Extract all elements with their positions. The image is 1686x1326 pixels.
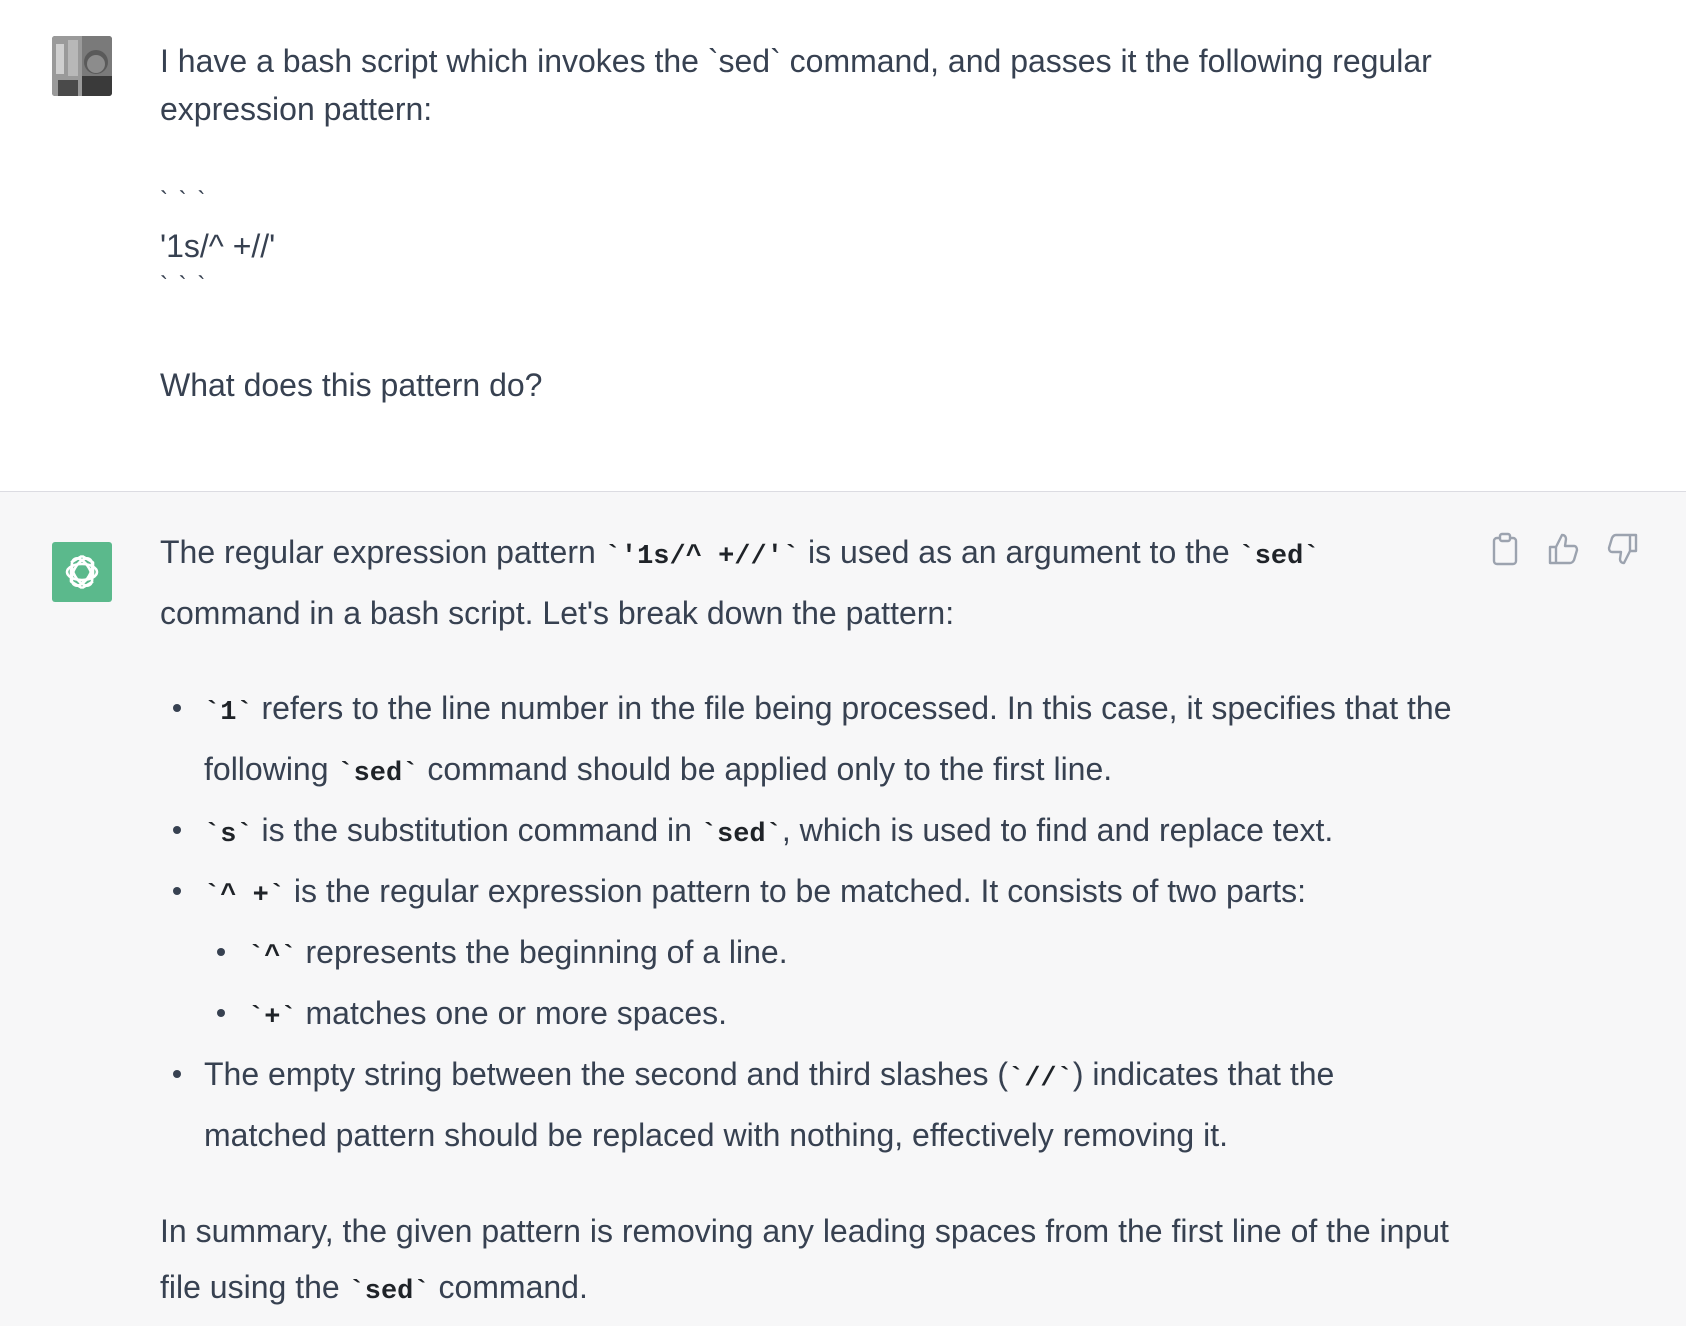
text-span: is the regular expression pattern to be matched. It consists of two parts:: [285, 873, 1306, 909]
assistant-message-row: [0, 492, 1686, 1326]
assistant-avatar: [52, 542, 112, 602]
text-span: following: [204, 751, 338, 787]
assistant-message: [160, 524, 1460, 1320]
user-question: What does this pattern do?: [160, 367, 543, 403]
user-avatar: [52, 36, 112, 96]
sub-list-item: [160, 985, 1460, 1046]
text-span: ) indicates that the: [1072, 1056, 1335, 1092]
list-item: [160, 1046, 1460, 1163]
inline-code: `'1s/^ +//'`: [604, 542, 800, 572]
code-fence-open: ` ` `: [160, 187, 208, 214]
text-span: refers to the line number in the file being processed. In this case, it specifies that the: [252, 690, 1452, 726]
inline-code: `1`: [204, 698, 253, 728]
inline-code: `^`: [248, 942, 297, 972]
thumbs-down-icon: [1606, 532, 1640, 566]
user-intro-line2: expression pattern:: [160, 91, 433, 127]
text-span: file using the: [160, 1269, 349, 1305]
inline-code: `sed`: [700, 820, 782, 850]
sub-list: [204, 924, 1460, 1046]
assistant-intro-line1: [160, 524, 1460, 585]
thumbs-up-icon: [1546, 532, 1580, 566]
sub-list-item: [160, 924, 1460, 985]
text-span: is used as an argument to the: [799, 534, 1239, 570]
inline-code: `s`: [204, 820, 253, 850]
text-span: is the substitution command in: [252, 812, 701, 848]
dislike-button[interactable]: [1606, 532, 1640, 566]
copy-button[interactable]: [1490, 532, 1520, 566]
inline-code: `+`: [248, 1003, 297, 1033]
inline-code: `sed`: [1238, 542, 1320, 572]
inline-code: `sed`: [337, 759, 419, 789]
text-span: The regular expression pattern: [160, 534, 605, 570]
assistant-intro-line2: command in a bash script. Let's break down the pattern:: [160, 595, 955, 631]
openai-logo-icon: [60, 550, 104, 594]
list-item: [160, 802, 1460, 863]
inline-code: `^ +`: [204, 881, 286, 911]
user-photo-avatar: [52, 36, 112, 96]
user-intro-line1: I have a bash script which invokes the `sed` command, and passes it the following regular: [160, 43, 1432, 79]
message-actions: [1490, 532, 1640, 566]
text-span: matched pattern should be replaced with nothing, effectively removing it.: [204, 1117, 1228, 1153]
text-span: command should be applied only to the first line.: [418, 751, 1113, 787]
text-span: command.: [429, 1269, 588, 1305]
user-pattern: '1s/^ +//': [160, 228, 276, 264]
user-message: [160, 37, 1460, 409]
inline-code: `//`: [1008, 1064, 1073, 1094]
code-fence-close: ` ` `: [160, 272, 208, 299]
text-span: matches one or more spaces.: [296, 995, 728, 1031]
list-item: [160, 680, 1460, 802]
summary-line1: In summary, the given pattern is removing any leading spaces from the first line of the input: [160, 1213, 1449, 1249]
user-message-row: [0, 0, 1686, 492]
clipboard-icon: [1490, 532, 1520, 566]
summary-line2: [160, 1259, 1460, 1320]
text-span: The empty string between the second and third slashes (: [204, 1056, 1008, 1092]
explanation-list: [160, 680, 1460, 1163]
text-span: represents the beginning of a line.: [296, 934, 788, 970]
text-span: , which is used to find and replace text.: [781, 812, 1334, 848]
list-item: [160, 863, 1460, 1046]
inline-code: `sed`: [348, 1277, 430, 1307]
like-button[interactable]: [1546, 532, 1580, 566]
